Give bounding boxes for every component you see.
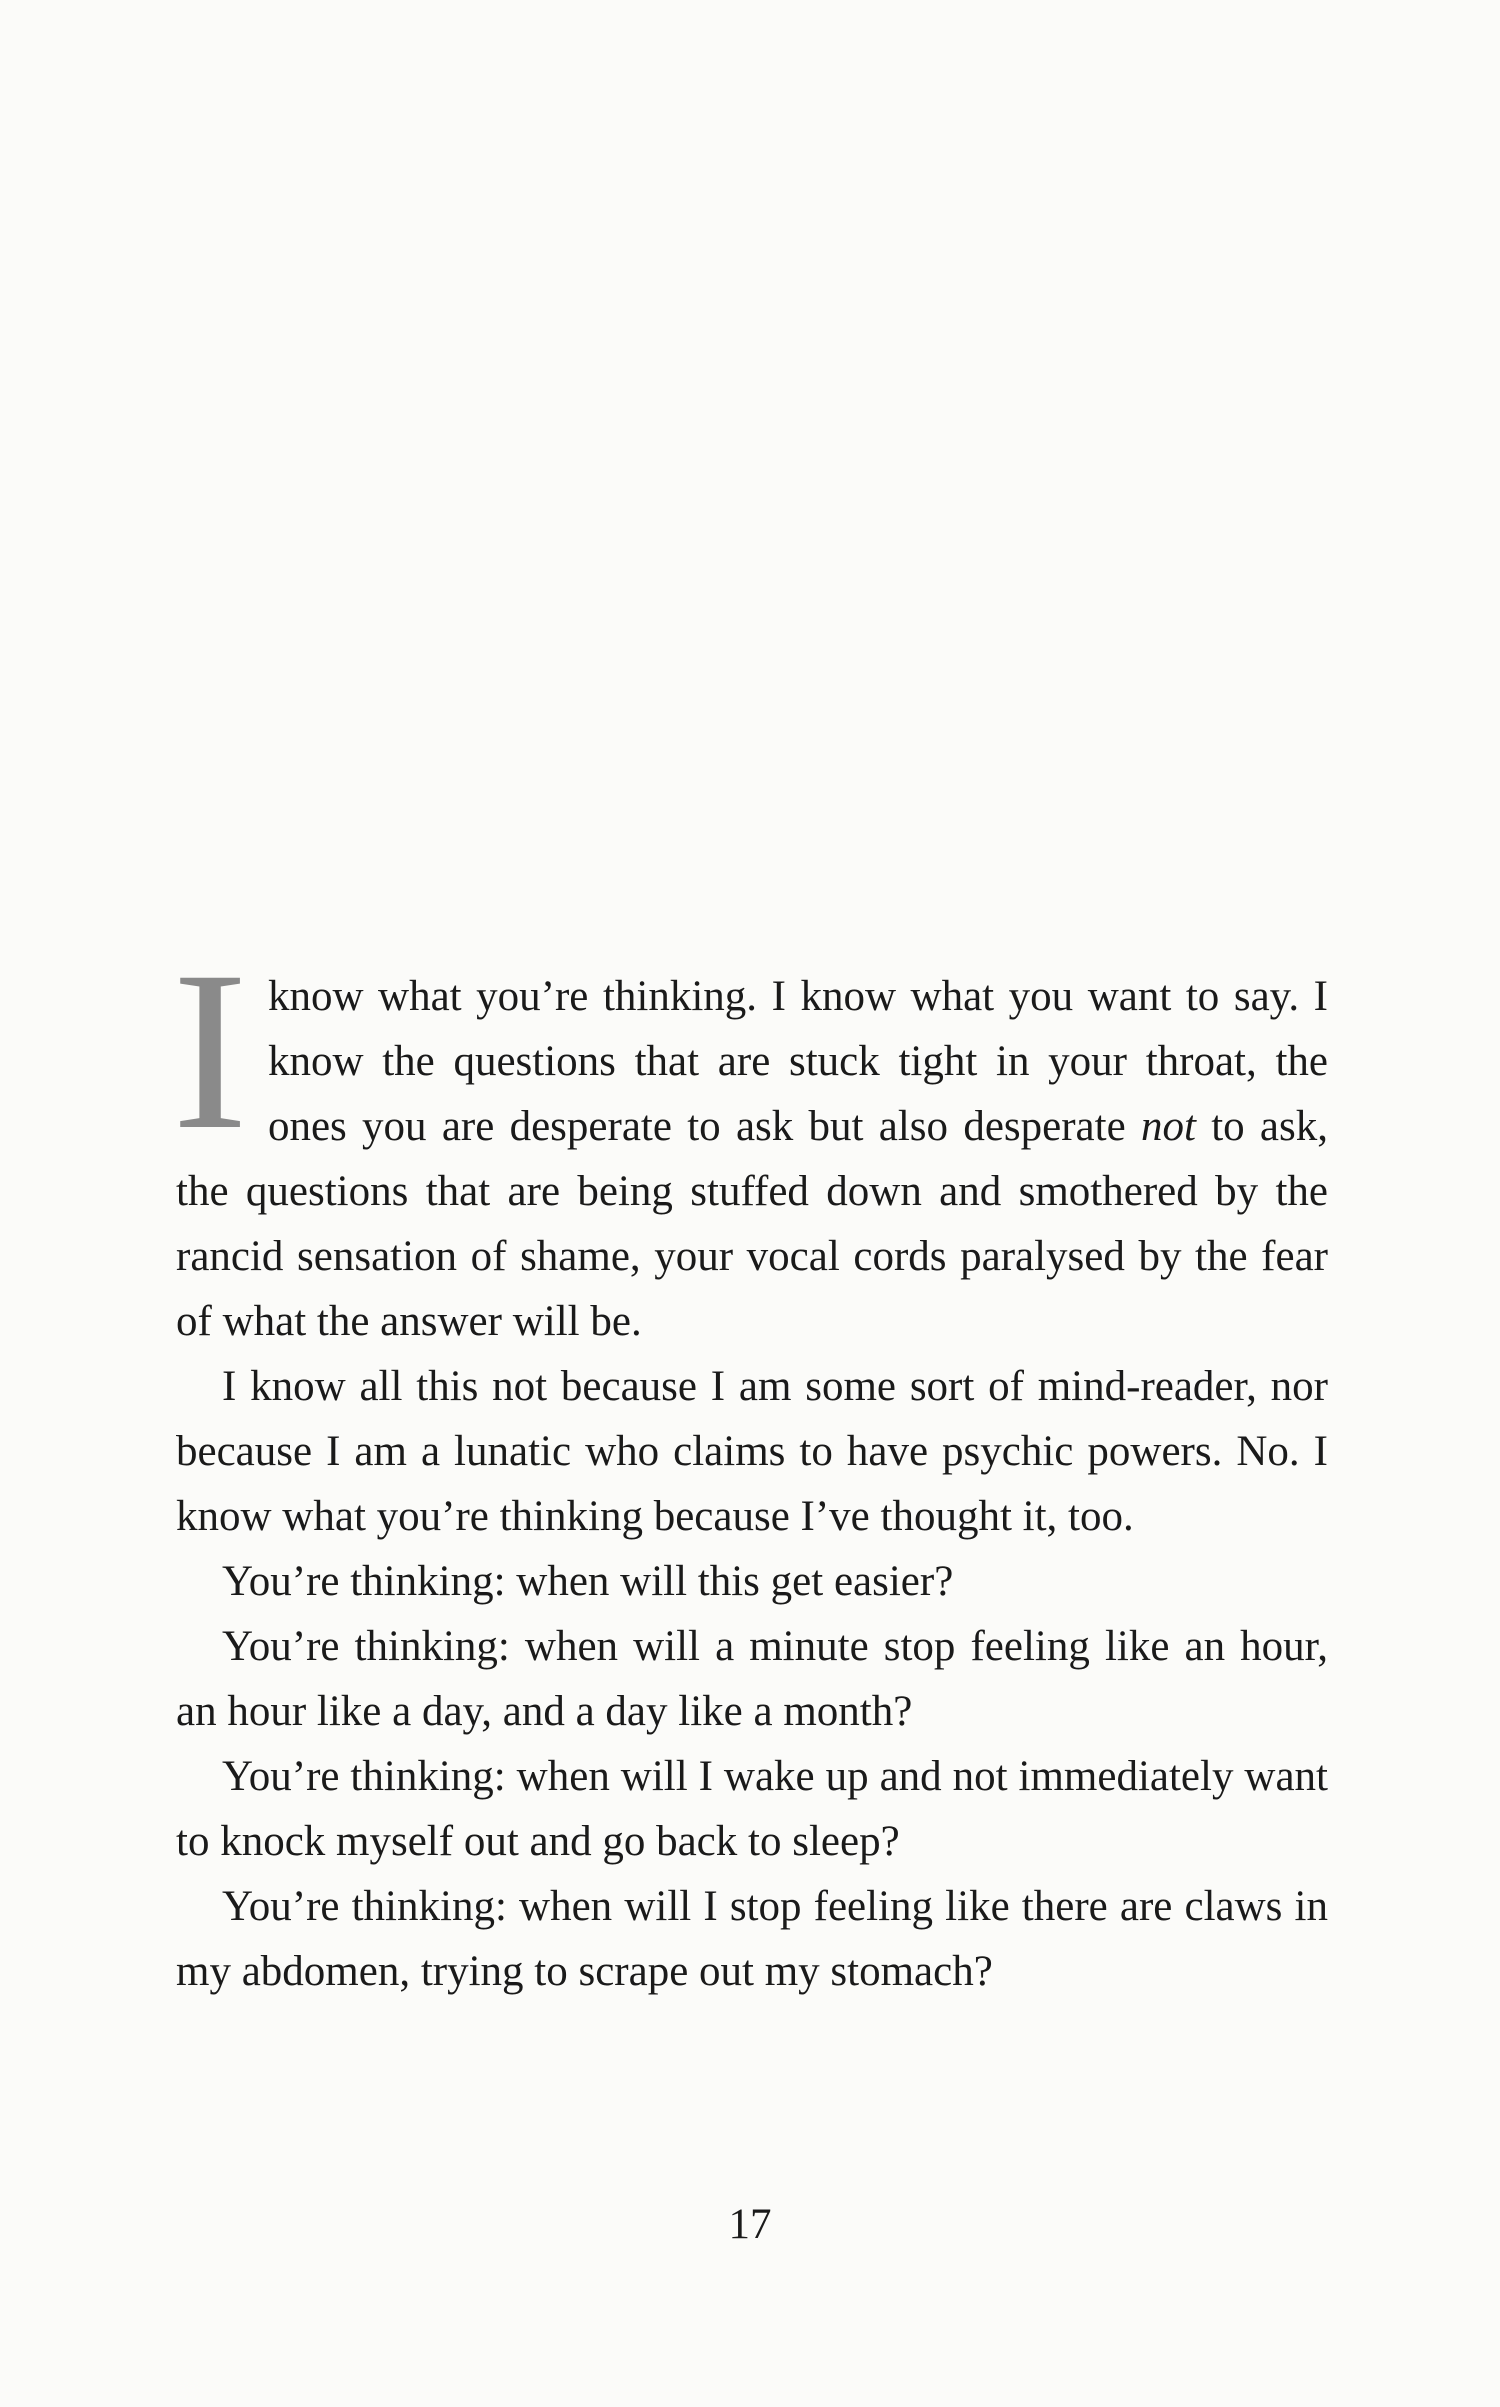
paragraph-4: You’re thinking: when will a minute stop feeling like an hour, an hour like a day, and a day like a month?: [176, 1623, 1328, 1735]
paragraph-6: You’re thinking: when will I stop feeling like there are claws in my abdomen, trying to scrape out my stomach?: [176, 1883, 1328, 1995]
drop-cap: I: [172, 925, 248, 1177]
paragraph-3: You’re thinking: when will this get easier?: [222, 1558, 954, 1605]
paragraph-1: [172, 925, 1328, 1354]
paragraph-1-text-b: to ask, the questions that are being stuffed down and smothered by the rancid sensation of shame, your vocal cords paralysed by the fear of what the answer will be.: [176, 1103, 1328, 1345]
body-text: [172, 925, 1328, 2004]
page-number: 17: [728, 2201, 772, 2248]
paragraph-5: You’re thinking: when will I wake up and not immediately want to knock myself out and go back to sleep?: [176, 1753, 1328, 1865]
emphasis-not: not: [1140, 1103, 1196, 1150]
paragraph-2: I know all this not because I am some sort of mind-reader, nor because I am a lunatic who claims to have psychic powers. No. I know what you’re thinking because I’ve thought it, too.: [176, 1363, 1328, 1540]
paragraph-1-text-a: know what you’re thinking. I know what you want to say. I know the questions that are stuck tight in your throat, the ones you are desperate to ask but also desperate: [267, 973, 1328, 1150]
